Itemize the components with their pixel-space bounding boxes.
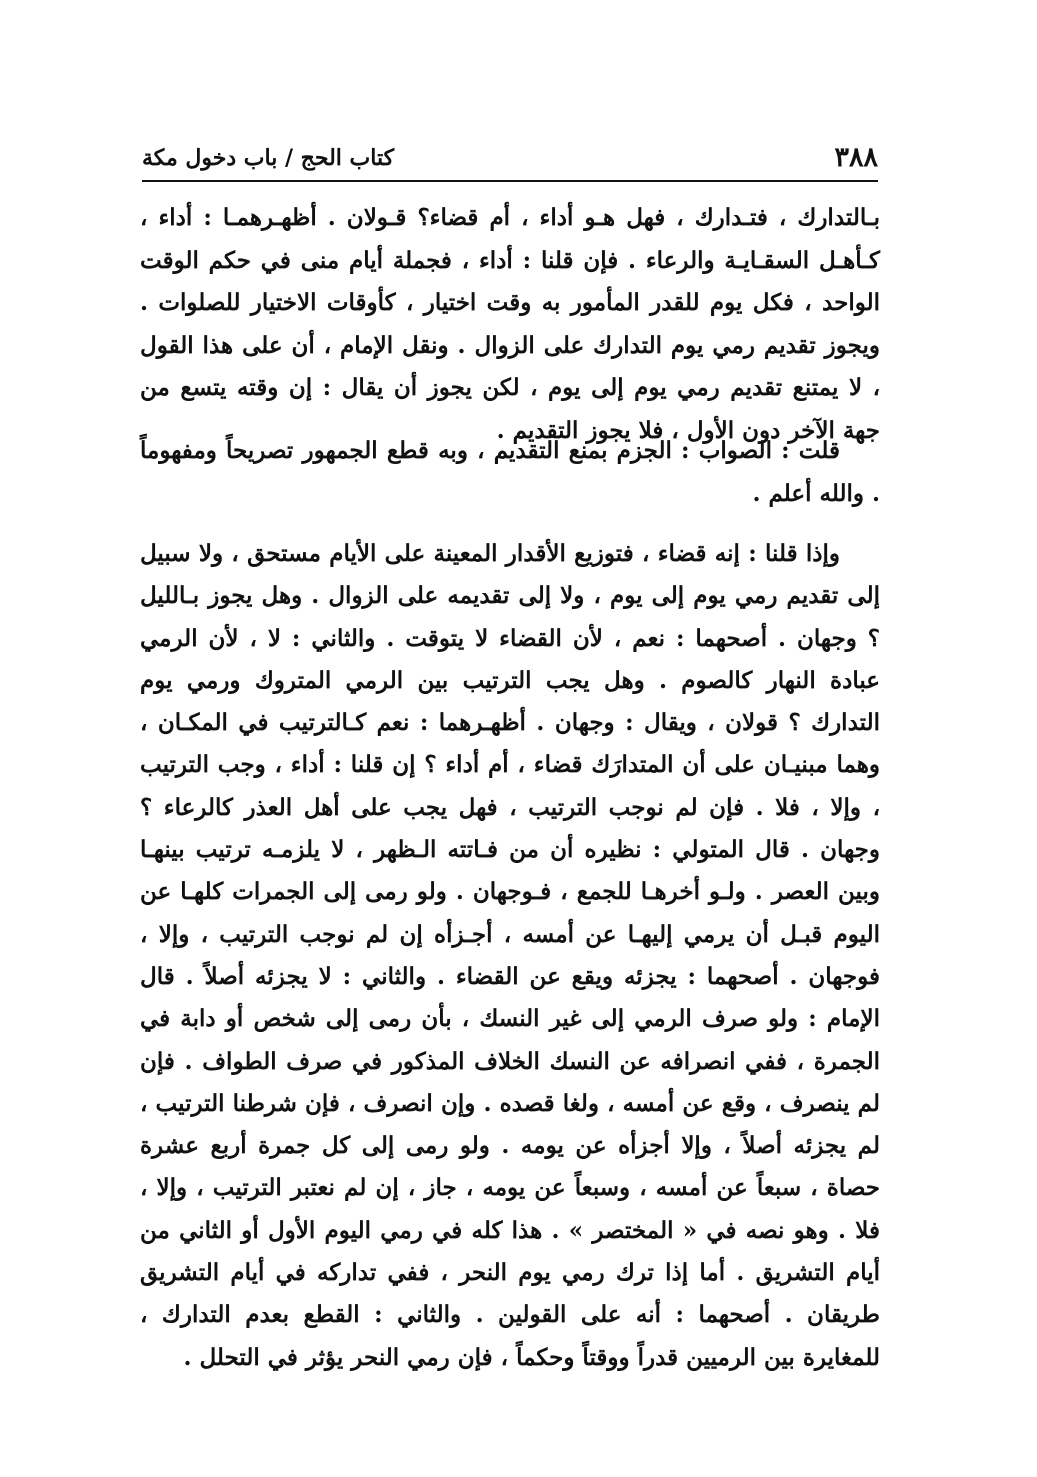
running-title: كتاب الحج / باب دخول مكة — [142, 145, 395, 171]
paragraph-1: بـالتدارك ، فتـدارك ، فهل هـو أداء ، أم قضاء؟ قـولان . أظهـرهمـا : أداء ، كـأهـل السقـايـة والرعاء . فإن قلنا : أداء ، فجملة أيام منى في حكم الوقت الواحد ، فكل يوم للقدر المأمور به وقت اختيار ، كأوقات الاختيار للصلوات . ويجوز تقديم رمي يوم التدارك على الزوال . ونقل الإمام ، أن على هذا القول ، لا يمتنع تقديم رمي يوم إلى يوم ، لكن يجوز أن يقال : إن وقته يتسع من جهة الآخر دون الأول ، فلا يجوز التقديم . — [140, 204, 880, 444]
paragraph-3: وإذا قلنا : إنه قضاء ، فتوزيع الأقدار المعينة على الأيام مستحق ، ولا سبيل إلى تقديم رمي يوم إلى يوم ، ولا إلى تقديمه على الزوال . وهل يجوز بـالليل ؟ وجهان . أصحهما : نعم ، لأن القضاء لا يتوقت . والثاني : لا ، لأن الرمي عبادة النهار كالصوم . وهل يجب الترتيب بين الرمي المتروك ورمي يوم التدارك ؟ قولان ، ويقال : وجهان . أظهـرهما : نعم كـالترتيب في المكـان ، وهما مبنيـان على أن المتدارَك قضاء ، أم أداء ؟ إن قلنا : أداء ، وجب الترتيب ، وإلا ، فلا . فإن لم نوجب الترتيب ، فهل يجب على أهل العذر كالرعاء ؟ وجهان . قال المتولي : نظيره أن من فـاتته الـظهر ، لا يلزمـه ترتيب بينهـا وبين العصر . ولـو أخرهـا للجمع ، فـوجهان . ولو رمى إلى الجمرات كلهـا عن اليوم قبـل أن يرمي إليهـا عن أمسه ، أجـزأه إن لم نوجب الترتيب ، وإلا ، فوجهان . أصحهما : يجزئه ويقع عن القضاء . والثاني : لا يجزئه أصلاً . قال الإمام : ولو صرف الرمي إلى غير النسك ، بأن رمى إلى شخص أو دابة في الجمرة ، ففي انصرافه عن النسك الخلاف المذكور في صرف الطواف . فإن لم ينصرف ، وقع عن أمسه ، ولغا قصده . وإن انصرف ، فإن شرطنا الترتيب ، لم يجزئه أصلاً ، وإلا أجزأه عن يومه . ولو رمى إلى كل جمرة أربع عشرة حصاة ، سبعاً عن أمسه ، وسبعاً عن يومه ، جاز ، إن لم نعتبر الترتيب ، وإلا ، فلا . وهو نصه في « المختصر » . هذا كله في رمي اليوم الأول أو الثاني من أيام التشريق . أما إذا ترك رمي يوم النحر ، ففي تداركه في أيام التشريق طريقان . أصحهما : أنه على القولين . والثاني : القطع بعدم التدارك ، للمغايرة بين الرميين قدراً ووقتاً وحكماً ، فإن رمي النحر يؤثر في التحلل . — [140, 540, 880, 1371]
header-divider — [142, 180, 878, 182]
paragraph-2: قلت : الصواب : الجزم بمنع التقديم ، وبه قطع الجمهور تصريحاً ومفهوماً . والله أعلم . — [140, 437, 880, 507]
page-number: ٣٨٨ — [834, 142, 878, 173]
page-header — [142, 140, 878, 176]
